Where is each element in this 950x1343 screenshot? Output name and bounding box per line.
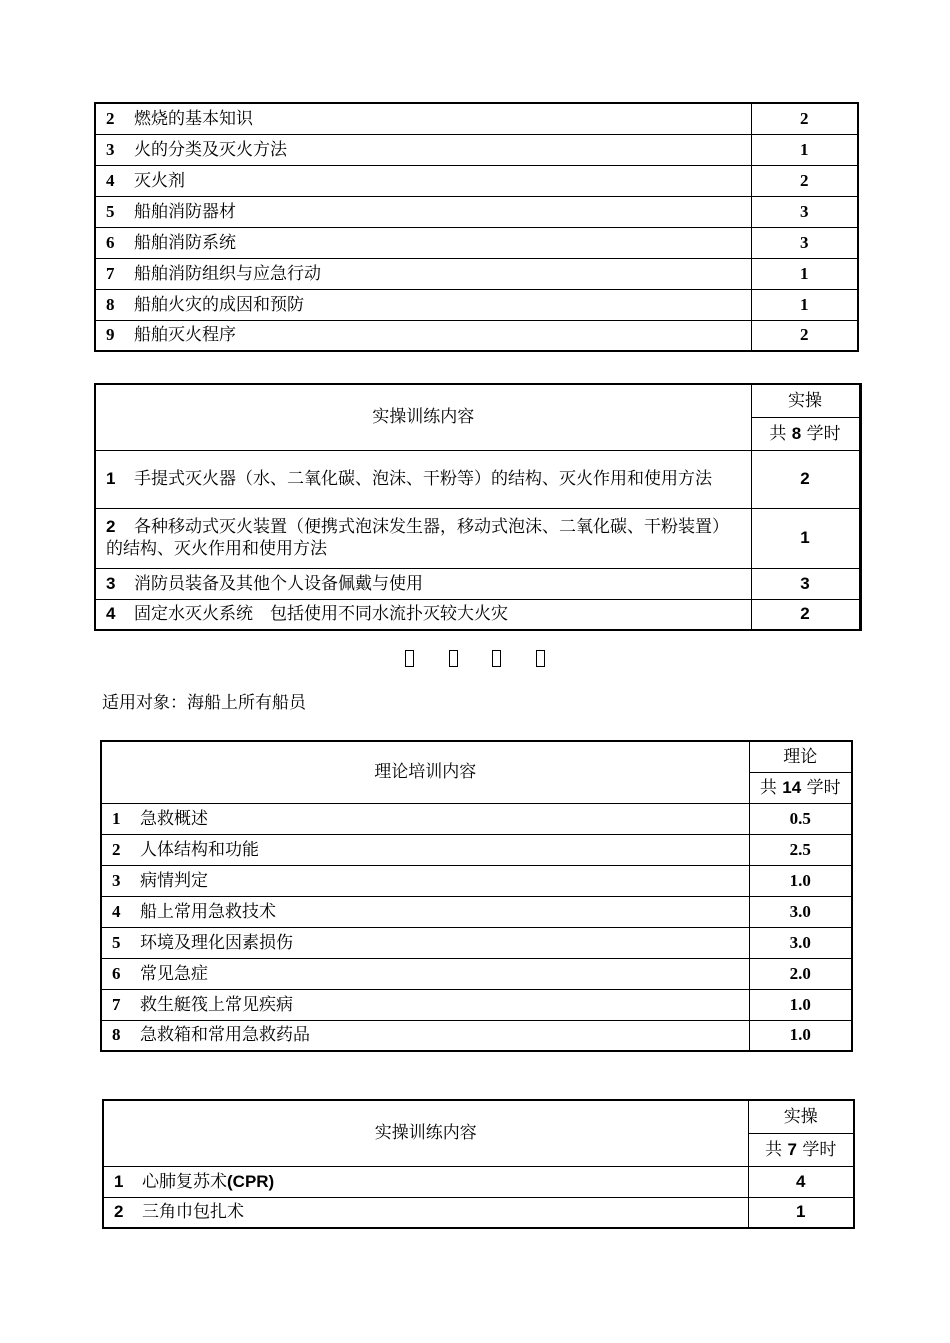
row-index: 6 bbox=[106, 232, 115, 252]
table-row bbox=[101, 896, 852, 927]
row-content bbox=[95, 134, 751, 165]
row-index: 3 bbox=[106, 573, 116, 593]
row-content bbox=[95, 196, 751, 227]
row-text: 船舶火灾的成因和预防 bbox=[134, 294, 304, 315]
row-text: 手提式灭火器（水、二氧化碳、泡沫、干粉等）的结构、灭火作用和使用方法 bbox=[134, 469, 712, 489]
row-index: 7 bbox=[106, 263, 115, 283]
applies-to-text: 适用对象：海船上所有船员 bbox=[102, 693, 306, 713]
row-content bbox=[95, 450, 751, 508]
row-text: 救生艇筏上常见疾病 bbox=[140, 994, 293, 1015]
row-hours: 1 bbox=[748, 1197, 854, 1228]
table-row bbox=[101, 865, 852, 896]
row-content bbox=[95, 599, 751, 630]
row-hours: 3 bbox=[751, 227, 858, 258]
row-content bbox=[95, 320, 751, 351]
row-index: 3 bbox=[106, 139, 115, 159]
table-row bbox=[95, 227, 858, 258]
row-index: 2 bbox=[112, 839, 121, 859]
row-hours: 3.0 bbox=[749, 896, 852, 927]
table-row bbox=[103, 1166, 854, 1197]
fire-practice-table bbox=[94, 383, 862, 631]
row-hours: 0.5 bbox=[749, 803, 852, 834]
row-index: 4 bbox=[112, 901, 121, 921]
row-content bbox=[101, 1020, 749, 1051]
row-text: 固定水灭火系统 包括使用不同水流扑灭较大火灾 bbox=[134, 604, 508, 625]
table-row bbox=[101, 1020, 852, 1051]
row-index: 4 bbox=[106, 604, 116, 624]
table-row bbox=[95, 450, 860, 508]
table-row bbox=[103, 1197, 854, 1228]
missing-glyph-box bbox=[536, 650, 545, 667]
row-hours: 2 bbox=[751, 599, 860, 630]
row-text: 常见急症 bbox=[140, 963, 208, 984]
row-content bbox=[95, 289, 751, 320]
row-hours: 2 bbox=[751, 165, 858, 196]
row-hours: 1.0 bbox=[749, 865, 852, 896]
table-row bbox=[95, 320, 858, 351]
column-title: 实操 bbox=[748, 1100, 854, 1133]
table-row bbox=[95, 196, 858, 227]
row-content bbox=[101, 865, 749, 896]
row-text: 船舶消防组织与应急行动 bbox=[134, 263, 321, 284]
row-text: 急救箱和常用急救药品 bbox=[140, 1025, 310, 1046]
table-row bbox=[101, 834, 852, 865]
row-hours: 4 bbox=[748, 1166, 854, 1197]
table-row bbox=[95, 289, 858, 320]
row-content bbox=[101, 834, 749, 865]
table-header: 理论培训内容 bbox=[101, 741, 749, 803]
row-text: 船舶消防器材 bbox=[134, 201, 236, 222]
row-hours: 1.0 bbox=[749, 1020, 852, 1051]
row-index: 2 bbox=[106, 517, 116, 536]
row-hours: 2 bbox=[751, 320, 858, 351]
row-content bbox=[103, 1197, 748, 1228]
row-text: 船舶灭火程序 bbox=[134, 325, 236, 346]
table-row bbox=[101, 927, 852, 958]
table-row bbox=[95, 134, 858, 165]
row-text: 急救概述 bbox=[140, 808, 208, 829]
firstaid-practice-table bbox=[102, 1099, 855, 1229]
table-row bbox=[95, 165, 858, 196]
row-hours: 3.0 bbox=[749, 927, 852, 958]
row-hours: 1 bbox=[751, 134, 858, 165]
row-content bbox=[95, 568, 751, 599]
row-text: 三角巾包扎术 bbox=[142, 1202, 244, 1223]
row-hours: 2 bbox=[751, 103, 858, 134]
column-title: 实操 bbox=[751, 384, 860, 417]
row-index: 1 bbox=[112, 808, 121, 828]
row-content bbox=[101, 896, 749, 927]
column-title: 理论 bbox=[749, 741, 852, 772]
row-index: 6 bbox=[112, 963, 121, 983]
row-index: 5 bbox=[106, 201, 115, 221]
row-text: 环境及理化因素损伤 bbox=[140, 932, 293, 953]
row-index: 1 bbox=[114, 1171, 124, 1191]
row-content bbox=[95, 227, 751, 258]
row-content bbox=[95, 258, 751, 289]
row-index: 7 bbox=[112, 994, 121, 1014]
row-text: 船舶消防系统 bbox=[134, 232, 236, 253]
row-text-suffix: (CPR) bbox=[227, 1171, 275, 1191]
table-row bbox=[101, 989, 852, 1020]
table-row bbox=[95, 103, 858, 134]
table-header: 实操训练内容 bbox=[103, 1100, 748, 1166]
table-header: 实操训练内容 bbox=[95, 384, 751, 450]
table-row bbox=[95, 599, 860, 630]
row-text: 人体结构和功能 bbox=[140, 839, 259, 860]
row-hours: 3 bbox=[751, 196, 858, 227]
table-row bbox=[95, 258, 858, 289]
row-text: 各种移动式灭火装置（便携式泡沫发生器，移动式泡沫、二氧化碳、干粉装置）的结构、灭火作用和使用方法 bbox=[106, 517, 729, 559]
table-row bbox=[101, 803, 852, 834]
row-content bbox=[101, 989, 749, 1020]
section-title bbox=[405, 650, 545, 667]
row-index: 3 bbox=[112, 870, 121, 890]
missing-glyph-box bbox=[449, 650, 458, 667]
firstaid-theory-table bbox=[100, 740, 853, 1052]
row-text: 灭火剂 bbox=[134, 170, 185, 191]
row-content bbox=[103, 1166, 748, 1197]
row-index: 4 bbox=[106, 170, 115, 190]
row-hours: 1 bbox=[751, 289, 858, 320]
row-hours: 3 bbox=[751, 568, 860, 599]
row-index: 9 bbox=[106, 325, 115, 345]
table-row bbox=[95, 568, 860, 599]
missing-glyph-box bbox=[405, 650, 414, 667]
missing-glyph-box bbox=[492, 650, 501, 667]
row-content bbox=[95, 103, 751, 134]
row-hours: 2.5 bbox=[749, 834, 852, 865]
total-hours: 共 8 学时 bbox=[751, 417, 860, 450]
row-hours: 2.0 bbox=[749, 958, 852, 989]
row-index: 2 bbox=[114, 1202, 124, 1222]
total-hours: 共 7 学时 bbox=[748, 1133, 854, 1166]
row-index: 1 bbox=[106, 469, 116, 488]
table-row bbox=[101, 958, 852, 989]
row-content bbox=[101, 927, 749, 958]
row-text: 消防员装备及其他个人设备佩戴与使用 bbox=[134, 573, 423, 594]
row-index: 2 bbox=[106, 108, 115, 128]
row-text: 病情判定 bbox=[140, 870, 208, 891]
row-content bbox=[95, 165, 751, 196]
row-hours: 2 bbox=[751, 450, 860, 508]
row-index: 5 bbox=[112, 932, 121, 952]
row-hours: 1.0 bbox=[749, 989, 852, 1020]
row-text: 船上常用急救技术 bbox=[140, 901, 276, 922]
row-index: 8 bbox=[112, 1025, 121, 1045]
row-hours: 1 bbox=[751, 508, 860, 568]
total-hours: 共 14 学时 bbox=[749, 772, 852, 803]
fire-theory-table bbox=[94, 102, 859, 352]
row-text: 心肺复苏术 bbox=[142, 1171, 227, 1192]
row-content bbox=[101, 803, 749, 834]
row-text: 燃烧的基本知识 bbox=[134, 108, 253, 129]
row-hours: 1 bbox=[751, 258, 858, 289]
row-index: 8 bbox=[106, 294, 115, 314]
row-text: 火的分类及灭火方法 bbox=[134, 139, 287, 160]
row-content bbox=[101, 958, 749, 989]
row-content bbox=[95, 508, 751, 568]
table-row bbox=[95, 508, 860, 568]
